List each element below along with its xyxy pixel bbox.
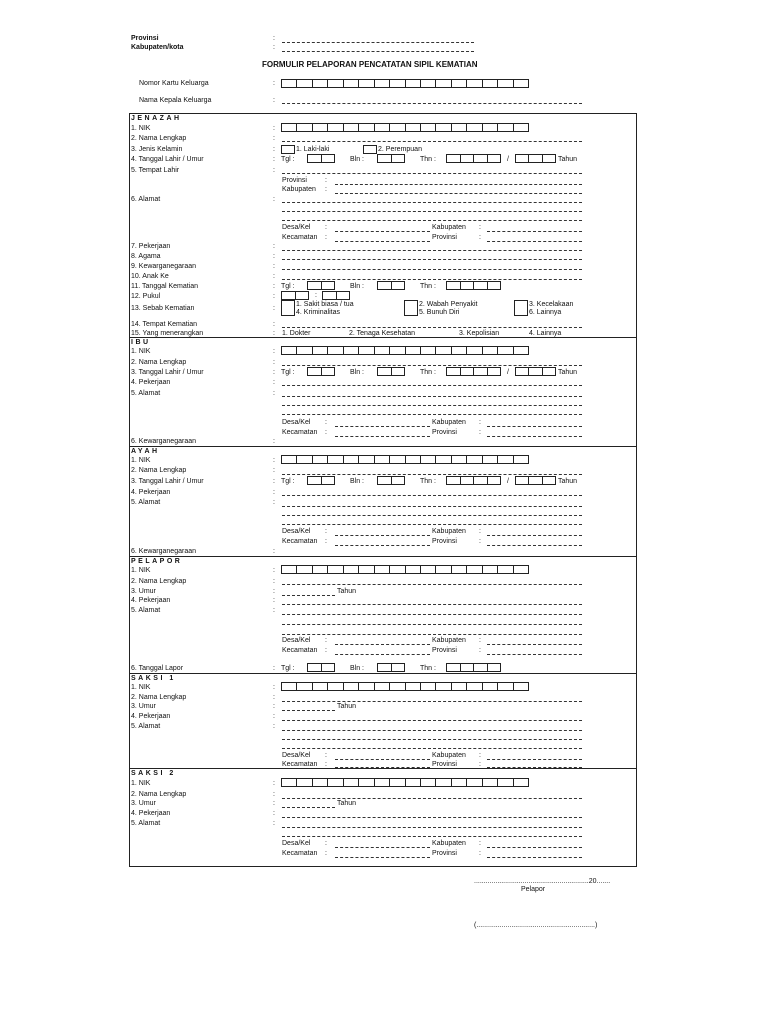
- jenazah-ttl-label: 4. Tanggal Lahir / Umur: [131, 156, 204, 163]
- section-ibu-title: IBU: [131, 339, 151, 346]
- colon: :: [273, 253, 275, 260]
- jenazah-anakke-label: 10. Anak Ke: [131, 273, 169, 280]
- provinsi-label: Provinsi: [432, 761, 457, 768]
- colon: :: [325, 637, 327, 644]
- tempat-lahir-field[interactable]: [282, 173, 582, 174]
- colon: :: [479, 752, 481, 759]
- tahun-label: Tahun: [337, 703, 357, 710]
- saksi1-pekerjaan-label: 4. Pekerjaan: [131, 713, 171, 720]
- colon: :: [325, 528, 327, 535]
- colon: :: [273, 146, 275, 153]
- kecamatan-field[interactable]: [335, 857, 430, 858]
- tgl-label: Tgl :: [281, 283, 295, 290]
- ibu-pekerjaan-label: 4. Pekerjaan: [131, 379, 171, 386]
- jenazah-nik-label: 1. NIK: [131, 125, 151, 132]
- anak-ke-field[interactable]: [282, 279, 582, 280]
- tempat-provinsi-label: Provinsi: [282, 177, 307, 184]
- thn-label: Thn :: [420, 478, 436, 485]
- kecamatan-label: Kecamatan: [282, 850, 318, 857]
- alamat-field[interactable]: [282, 524, 582, 525]
- section-divider: [129, 556, 637, 557]
- alamat-field[interactable]: [282, 614, 582, 615]
- kabupaten-label: Kabupaten: [432, 840, 466, 847]
- jenazah-agama-label: 8. Agama: [131, 253, 161, 260]
- bln-boxes[interactable]: [377, 367, 405, 376]
- jenazah-sebab-label: 13. Sebab Kematian: [131, 305, 195, 312]
- jenazah-tempat-label: 5. Tempat Lahir: [131, 167, 180, 174]
- kecamatan-field[interactable]: [335, 241, 430, 242]
- bln-boxes[interactable]: [377, 154, 405, 163]
- section-saksi1-title: SAKSI 1: [131, 675, 176, 682]
- colon: :: [273, 499, 275, 506]
- bln-label: Bln :: [350, 283, 365, 290]
- alamat-field[interactable]: [282, 730, 582, 731]
- colon: :: [273, 125, 275, 132]
- ibu-ttl-label: 3. Tanggal Lahir / Umur: [131, 369, 204, 376]
- jenazah-menerangkan-label: 15. Yang menerangkan: [131, 330, 204, 337]
- slash: /: [507, 369, 509, 376]
- colon: :: [479, 234, 481, 241]
- colon: :: [273, 810, 275, 817]
- umur-boxes[interactable]: [515, 476, 556, 485]
- thn-boxes[interactable]: [446, 154, 501, 163]
- jenazah-jk-label: 3. Jenis Kelamin: [131, 146, 183, 153]
- colon: :: [273, 243, 275, 250]
- sebab-option: 6. Lainnya: [529, 309, 562, 316]
- sebab-checkbox[interactable]: [281, 300, 295, 316]
- colon: :: [273, 305, 275, 312]
- section-divider: [129, 768, 637, 769]
- provinsi-label: Provinsi: [432, 429, 457, 436]
- slash: /: [507, 478, 509, 485]
- kabupaten-field[interactable]: [487, 426, 582, 427]
- colon: :: [273, 703, 275, 710]
- form-frame: [129, 113, 637, 867]
- bln-boxes[interactable]: [377, 663, 405, 672]
- bln-boxes[interactable]: [377, 476, 405, 485]
- kecamatan-field[interactable]: [335, 654, 430, 655]
- colon: :: [273, 293, 275, 300]
- colon: :: [273, 607, 275, 614]
- sebab-checkbox[interactable]: [404, 300, 418, 316]
- saksi2-alamat-label: 5. Alamat: [131, 820, 161, 827]
- colon: :: [273, 800, 275, 807]
- bln-label: Bln :: [350, 369, 365, 376]
- colon: :: [273, 80, 275, 87]
- alamat-field[interactable]: [282, 405, 582, 406]
- kecamatan-label: Kecamatan: [282, 538, 318, 545]
- kecamatan-label: Kecamatan: [282, 647, 318, 654]
- sebab-option: 1. Sakit biasa / tua: [296, 301, 354, 308]
- saksi2-nik-label: 1. NIK: [131, 780, 151, 787]
- colon: :: [273, 35, 275, 42]
- kecamatan-label: Kecamatan: [282, 234, 318, 241]
- colon: :: [273, 369, 275, 376]
- saksi1-nama-field[interactable]: [282, 701, 582, 702]
- saksi2-nama-label: 2. Nama Lengkap: [131, 791, 187, 798]
- sebab-option: 3. Kecelakaan: [529, 301, 574, 308]
- slash: /: [507, 156, 509, 163]
- colon: :: [479, 637, 481, 644]
- tempat-kabupaten-label: Kabupaten: [282, 186, 316, 193]
- kabupaten-field[interactable]: [487, 231, 582, 232]
- jenazah-pukul-label: 12. Pukul: [131, 293, 161, 300]
- pelapor-alamat-label: 5. Alamat: [131, 607, 161, 614]
- colon: :: [273, 791, 275, 798]
- colon: :: [325, 850, 327, 857]
- colon: :: [273, 135, 275, 142]
- bln-label: Bln :: [350, 156, 365, 163]
- tempat-kabupaten-field[interactable]: [335, 193, 582, 194]
- colon: :: [273, 467, 275, 474]
- jenazah-nama-field[interactable]: [282, 141, 582, 142]
- colon: :: [325, 752, 327, 759]
- pelapor-nama-field[interactable]: [282, 584, 582, 585]
- thn-boxes[interactable]: [446, 476, 501, 485]
- section-ayah-title: AYAH: [131, 448, 160, 455]
- provinsi-field[interactable]: [487, 767, 582, 768]
- kepala-keluarga-label: Nama Kepala Keluarga: [139, 97, 212, 104]
- pelapor-nik-label: 1. NIK: [131, 567, 151, 574]
- colon: :: [273, 283, 275, 290]
- colon: :: [315, 292, 317, 299]
- colon: :: [273, 196, 275, 203]
- saksi2-pekerjaan-label: 4. Pekerjaan: [131, 810, 171, 817]
- thn-boxes[interactable]: [446, 367, 501, 376]
- jam-boxes[interactable]: [281, 291, 309, 300]
- menerangkan-option: 4. Lainnya: [529, 330, 562, 337]
- colon: :: [479, 761, 481, 768]
- desa-label: Desa/Kel: [282, 840, 311, 847]
- tgl-label: Tgl :: [281, 369, 295, 376]
- alamat-field[interactable]: [282, 739, 582, 740]
- provinsi-field[interactable]: [487, 654, 582, 655]
- bln-boxes[interactable]: [377, 281, 405, 290]
- thn-label: Thn :: [420, 283, 436, 290]
- colon: :: [479, 850, 481, 857]
- jenazah-tempat-mati-label: 14. Tempat Kematian: [131, 321, 198, 328]
- colon: :: [479, 538, 481, 545]
- ibu-nik-label: 1. NIK: [131, 348, 151, 355]
- alamat-field[interactable]: [282, 202, 582, 203]
- colon: :: [273, 457, 275, 464]
- kabupaten-field[interactable]: [487, 847, 582, 848]
- alamat-field[interactable]: [282, 748, 582, 749]
- jk-option-2: 2. Perempuan: [378, 146, 422, 153]
- no-kk-label: Nomor Kartu Keluarga: [139, 80, 209, 87]
- tahun-label: Tahun: [558, 478, 578, 485]
- thn-label: Thn :: [420, 665, 436, 672]
- colon: :: [479, 419, 481, 426]
- umur-boxes[interactable]: [515, 154, 556, 163]
- colon: :: [273, 567, 275, 574]
- colon: :: [273, 167, 275, 174]
- kecamatan-field[interactable]: [335, 545, 430, 546]
- page-title: FORMULIR PELAPORAN PENCATATAN SIPIL KEMATIAN: [262, 60, 478, 69]
- desa-field[interactable]: [335, 644, 430, 645]
- kabupaten-field[interactable]: [487, 535, 582, 536]
- kecamatan-label: Kecamatan: [282, 429, 318, 436]
- ayah-pekerjaan-label: 4. Pekerjaan: [131, 489, 171, 496]
- kabupaten-field[interactable]: [282, 51, 474, 52]
- kabupaten-label: Kabupaten: [432, 637, 466, 644]
- pelapor-nama-label: 2. Nama Lengkap: [131, 578, 187, 585]
- provinsi-field[interactable]: [487, 436, 582, 437]
- colon: :: [273, 390, 275, 397]
- kecamatan-field[interactable]: [335, 436, 430, 437]
- no-kk-boxes[interactable]: [281, 79, 529, 88]
- jenazah-nik-boxes[interactable]: [281, 123, 529, 132]
- ayah-pekerjaan-field[interactable]: [282, 495, 582, 496]
- colon: :: [325, 647, 327, 654]
- saksi1-nik-boxes[interactable]: [281, 682, 529, 691]
- colon: :: [325, 234, 327, 241]
- kepala-keluarga-field[interactable]: [282, 103, 582, 104]
- thn-label: Thn :: [420, 156, 436, 163]
- tgl-label: Tgl :: [281, 156, 295, 163]
- colon: :: [273, 780, 275, 787]
- provinsi-field[interactable]: [487, 545, 582, 546]
- alamat-field[interactable]: [282, 827, 582, 828]
- menerangkan-option: 1. Dokter: [282, 330, 311, 337]
- tahun-label: Tahun: [558, 369, 578, 376]
- colon: :: [273, 694, 275, 701]
- tgl-boxes[interactable]: [307, 663, 335, 672]
- ayah-nama-label: 2. Nama Lengkap: [131, 467, 187, 474]
- tgl-boxes[interactable]: [307, 367, 335, 376]
- provinsi-label: Provinsi: [432, 647, 457, 654]
- saksi1-umur-label: 3. Umur: [131, 703, 156, 710]
- provinsi-field[interactable]: [487, 857, 582, 858]
- desa-field[interactable]: [335, 231, 430, 232]
- desa-field[interactable]: [335, 535, 430, 536]
- tgl-boxes[interactable]: [307, 154, 335, 163]
- tgl-boxes[interactable]: [307, 281, 335, 290]
- bln-label: Bln :: [350, 665, 365, 672]
- menerangkan-option: 2. Tenaga Kesehatan: [349, 330, 416, 337]
- alamat-field[interactable]: [282, 211, 582, 212]
- jk-option-1: 1. Laki-laki: [296, 146, 330, 153]
- ayah-kwn-label: 6. Kewarganegaraan: [131, 548, 196, 555]
- alamat-field[interactable]: [282, 396, 582, 397]
- kabupaten-label: Kabupaten: [432, 419, 466, 426]
- kecamatan-label: Kecamatan: [282, 761, 318, 768]
- thn-label: Thn :: [420, 369, 436, 376]
- kabupaten-label: Kabupaten/kota: [131, 44, 184, 51]
- colon: :: [273, 321, 275, 328]
- kabupaten-field[interactable]: [487, 644, 582, 645]
- colon: :: [479, 429, 481, 436]
- saksi1-nama-label: 2. Nama Lengkap: [131, 694, 187, 701]
- tgl-boxes[interactable]: [307, 476, 335, 485]
- desa-label: Desa/Kel: [282, 419, 311, 426]
- alamat-field[interactable]: [282, 220, 582, 221]
- colon: :: [273, 489, 275, 496]
- tahun-label: Tahun: [558, 156, 578, 163]
- sebab-option: 5. Bunuh Diri: [419, 309, 460, 316]
- kabupaten-field[interactable]: [487, 759, 582, 760]
- alamat-field[interactable]: [282, 515, 582, 516]
- colon: :: [273, 723, 275, 730]
- kabupaten-label: Kabupaten: [432, 528, 466, 535]
- colon: :: [273, 379, 275, 386]
- signature-name-line[interactable]: (.............................................................): [474, 922, 598, 929]
- tempat-provinsi-field[interactable]: [335, 184, 582, 185]
- saksi1-nik-label: 1. NIK: [131, 684, 151, 691]
- agama-field[interactable]: [282, 259, 582, 260]
- colon: :: [273, 263, 275, 270]
- saksi2-pekerjaan-field[interactable]: [282, 817, 582, 818]
- desa-field[interactable]: [335, 847, 430, 848]
- pekerjaan-field[interactable]: [282, 250, 582, 251]
- colon: :: [273, 97, 275, 104]
- colon: :: [273, 330, 275, 337]
- desa-field[interactable]: [335, 759, 430, 760]
- pelapor-umur-field[interactable]: [282, 595, 335, 596]
- colon: :: [273, 665, 275, 672]
- colon: :: [273, 597, 275, 604]
- kabupaten-label: Kabupaten: [432, 752, 466, 759]
- desa-field[interactable]: [335, 426, 430, 427]
- colon: :: [325, 840, 327, 847]
- desa-label: Desa/Kel: [282, 224, 311, 231]
- pelapor-umur-label: 3. Umur: [131, 588, 156, 595]
- pelapor-nik-boxes[interactable]: [281, 565, 529, 574]
- colon: :: [479, 528, 481, 535]
- colon: :: [325, 761, 327, 768]
- saksi1-umur-field[interactable]: [282, 710, 335, 711]
- tempat-kematian-field[interactable]: [282, 327, 582, 328]
- section-jenazah-title: JENAZAH: [131, 115, 182, 122]
- saksi2-umur-field[interactable]: [282, 807, 335, 808]
- kabupaten-label: Kabupaten: [432, 224, 466, 231]
- ayah-nik-boxes[interactable]: [281, 455, 529, 464]
- saksi2-nik-boxes[interactable]: [281, 778, 529, 787]
- menit-boxes[interactable]: [322, 291, 350, 300]
- provinsi-label: Provinsi: [432, 850, 457, 857]
- colon: :: [325, 429, 327, 436]
- thn-boxes[interactable]: [446, 663, 501, 672]
- sebab-option: 4. Kriminalitas: [296, 309, 340, 316]
- colon: :: [273, 578, 275, 585]
- ayah-nik-label: 1. NIK: [131, 457, 151, 464]
- colon: :: [273, 478, 275, 485]
- desa-label: Desa/Kel: [282, 752, 311, 759]
- colon: :: [273, 548, 275, 555]
- saksi1-pekerjaan-field[interactable]: [282, 720, 582, 721]
- alamat-field[interactable]: [282, 836, 582, 837]
- provinsi-field[interactable]: [282, 42, 474, 43]
- jk-checkbox[interactable]: [281, 145, 295, 154]
- colon: :: [273, 713, 275, 720]
- colon: :: [273, 438, 275, 445]
- ibu-pekerjaan-field[interactable]: [282, 385, 582, 386]
- desa-label: Desa/Kel: [282, 637, 311, 644]
- provinsi-label: Provinsi: [432, 234, 457, 241]
- provinsi-label: Provinsi: [131, 35, 159, 42]
- section-pelapor-title: PELAPOR: [131, 558, 183, 565]
- section-divider: [129, 673, 637, 674]
- ibu-kwn-label: 6. Kewarganegaraan: [131, 438, 196, 445]
- section-divider: [129, 446, 637, 447]
- pelapor-pekerjaan-label: 4. Pekerjaan: [131, 597, 171, 604]
- desa-label: Desa/Kel: [282, 528, 311, 535]
- bln-label: Bln :: [350, 478, 365, 485]
- section-saksi2-title: SAKSI 2: [131, 770, 176, 777]
- ibu-alamat-label: 5. Alamat: [131, 390, 161, 397]
- colon: :: [273, 348, 275, 355]
- colon: :: [273, 359, 275, 366]
- colon: :: [273, 684, 275, 691]
- pelapor-signature-label: Pelapor: [521, 886, 546, 893]
- alamat-field[interactable]: [282, 414, 582, 415]
- provinsi-field[interactable]: [487, 241, 582, 242]
- saksi2-nama-field[interactable]: [282, 798, 582, 799]
- jk-checkbox[interactable]: [363, 145, 377, 154]
- jenazah-tgl-mati-label: 11. Tanggal Kematian: [131, 283, 199, 290]
- kecamatan-field[interactable]: [335, 767, 430, 768]
- colon: :: [325, 186, 327, 193]
- provinsi-label: Provinsi: [432, 538, 457, 545]
- pelapor-pekerjaan-field[interactable]: [282, 604, 582, 605]
- ayah-ttl-label: 3. Tanggal Lahir / Umur: [131, 478, 204, 485]
- saksi2-umur-label: 3. Umur: [131, 800, 156, 807]
- saksi1-alamat-label: 5. Alamat: [131, 723, 161, 730]
- signature-date-line[interactable]: ...........................................................20.......: [474, 878, 611, 885]
- tahun-label: Tahun: [337, 800, 357, 807]
- colon: :: [325, 177, 327, 184]
- alamat-field[interactable]: [282, 506, 582, 507]
- kewarganegaraan-field[interactable]: [282, 269, 582, 270]
- colon: :: [325, 224, 327, 231]
- tgl-label: Tgl :: [281, 478, 295, 485]
- umur-boxes[interactable]: [515, 367, 556, 376]
- tahun-label: Tahun: [337, 588, 357, 595]
- tgl-label: Tgl :: [281, 665, 295, 672]
- alamat-field[interactable]: [282, 634, 582, 635]
- pelapor-tgl-lapor-label: 6. Tanggal Lapor: [131, 665, 184, 672]
- thn-boxes[interactable]: [446, 281, 501, 290]
- alamat-field[interactable]: [282, 624, 582, 625]
- colon: :: [273, 273, 275, 280]
- colon: :: [325, 538, 327, 545]
- colon: :: [479, 840, 481, 847]
- colon: :: [479, 224, 481, 231]
- jenazah-nama-label: 2. Nama Lengkap: [131, 135, 187, 142]
- jenazah-kwn-label: 9. Kewarganegaraan: [131, 263, 196, 270]
- ibu-nama-label: 2. Nama Lengkap: [131, 359, 187, 366]
- jenazah-pekerjaan-label: 7. Pekerjaan: [131, 243, 171, 250]
- colon: :: [325, 419, 327, 426]
- ayah-alamat-label: 5. Alamat: [131, 499, 161, 506]
- colon: :: [479, 647, 481, 654]
- colon: :: [273, 820, 275, 827]
- ibu-nama-field[interactable]: [282, 365, 582, 366]
- colon: :: [273, 156, 275, 163]
- colon: :: [273, 588, 275, 595]
- sebab-option: 2. Wabah Penyakit: [419, 301, 478, 308]
- menerangkan-option: 3. Kepolisian: [459, 330, 500, 337]
- sebab-checkbox[interactable]: [514, 300, 528, 316]
- jenazah-alamat-label: 6. Alamat: [131, 196, 161, 203]
- ibu-nik-boxes[interactable]: [281, 346, 529, 355]
- colon: :: [273, 44, 275, 51]
- ayah-nama-field[interactable]: [282, 474, 582, 475]
